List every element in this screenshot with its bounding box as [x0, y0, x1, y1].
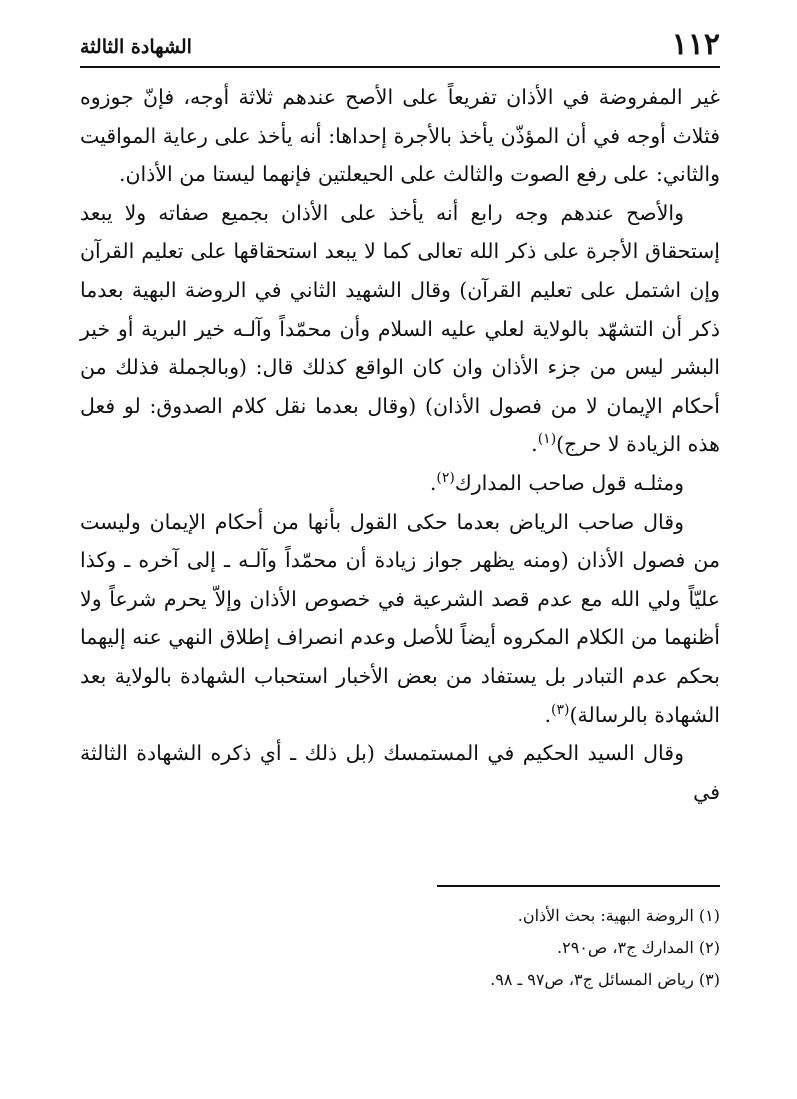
- paragraph-2-text: والأصح عندهم وجه رابع أنه يأخذ على الأذان بجميع صفاته ولا يبعد إستحقاق الأجرة على ذكر الله تعالى كما لا يبعد استحقاقها على تعليم القرآن وإن اشتمل على تعليم القرآن) وقال الشهيد الثاني في الروضة البهية بعدما ذكر أن التشهّد بالولاية لعلي عليه السلام وأن محمّداً وآلـه خير البرية أو خير البشر ليس من جزء الأذان وان كان الواقع كذلك قال: (وبالجملة فذلك من أحكام الإيمان لا من فصول الأذان) (وقال بعدما نقل كلام الصدوق: لو فعل هذه الزيادة لا حرج): [80, 200, 720, 457]
- paragraph-2: [80, 194, 720, 464]
- footnote-divider: [437, 885, 720, 887]
- paragraph-3: [80, 464, 720, 503]
- paragraph-4-text: وقال صاحب الرياض بعدما حكى القول بأنها من أحكام الإيمان وليست من فصول الأذان (ومنه يظهر جواز زيادة أن محمّداً وآلـه ـ إلى آخره ـ وكذا عليّاً ولي الله مع عدم قصد الشرعية في خصوص الأذان وإلاّ يحرم شرعاً ولا أظنهما من الكلام المكروه أيضاً للأصل وعدم انصراف إطلاق النهي عنه إليهما بحكم عدم التبادر بل يستفاد من بعض الأخبار استحباب الشهادة بالولاية بعد الشهادة بالرسالة): [80, 509, 720, 727]
- paragraph-3-text: ومثلـه قول صاحب المدارك: [454, 470, 684, 495]
- header-divider: [80, 66, 720, 68]
- paragraph-3-end: .: [429, 470, 437, 495]
- paragraph-5: وقال السيد الحكيم في المستمسك (بل ذلك ـ أي ذكره الشهادة الثالثة في: [80, 741, 720, 804]
- footnote-ref-2: (٢): [436, 470, 455, 487]
- paragraph-4: [80, 503, 720, 735]
- paragraph-4-end: .: [544, 702, 552, 727]
- footnote-ref-1: (١): [537, 431, 557, 448]
- footnote-2: (٢) المدارك ج٣، ص٢٩٠.: [557, 938, 720, 957]
- footnote-1: (١) الروضة البهية: بحث الأذان.: [517, 906, 720, 925]
- footnotes: [80, 900, 720, 996]
- paragraph-2-end: .: [531, 432, 538, 457]
- paragraph-1: غير المفروضة في الأذان تفريعاً على الأصح عندهم ثلاثة أوجه، فإنّ جوزوه فثلاث أوجه في أن المؤذّن يأخذ بالأجرة إحداها: أنه يأخذ على رعاية المواقيت والثاني: على رفع الصوت والثالث على الحيعلتين فإنهما ليستا من الأذان.: [80, 85, 720, 187]
- page-number: ١١٢: [671, 27, 720, 62]
- footnote-3: (٣) رياض المسائل ج٣، ص٩٧ ـ ٩٨.: [490, 970, 720, 989]
- main-text: [80, 78, 720, 811]
- footnote-ref-3: (٣): [551, 701, 570, 718]
- running-title: الشهادة الثالثة: [80, 36, 192, 58]
- page-header: [80, 24, 720, 68]
